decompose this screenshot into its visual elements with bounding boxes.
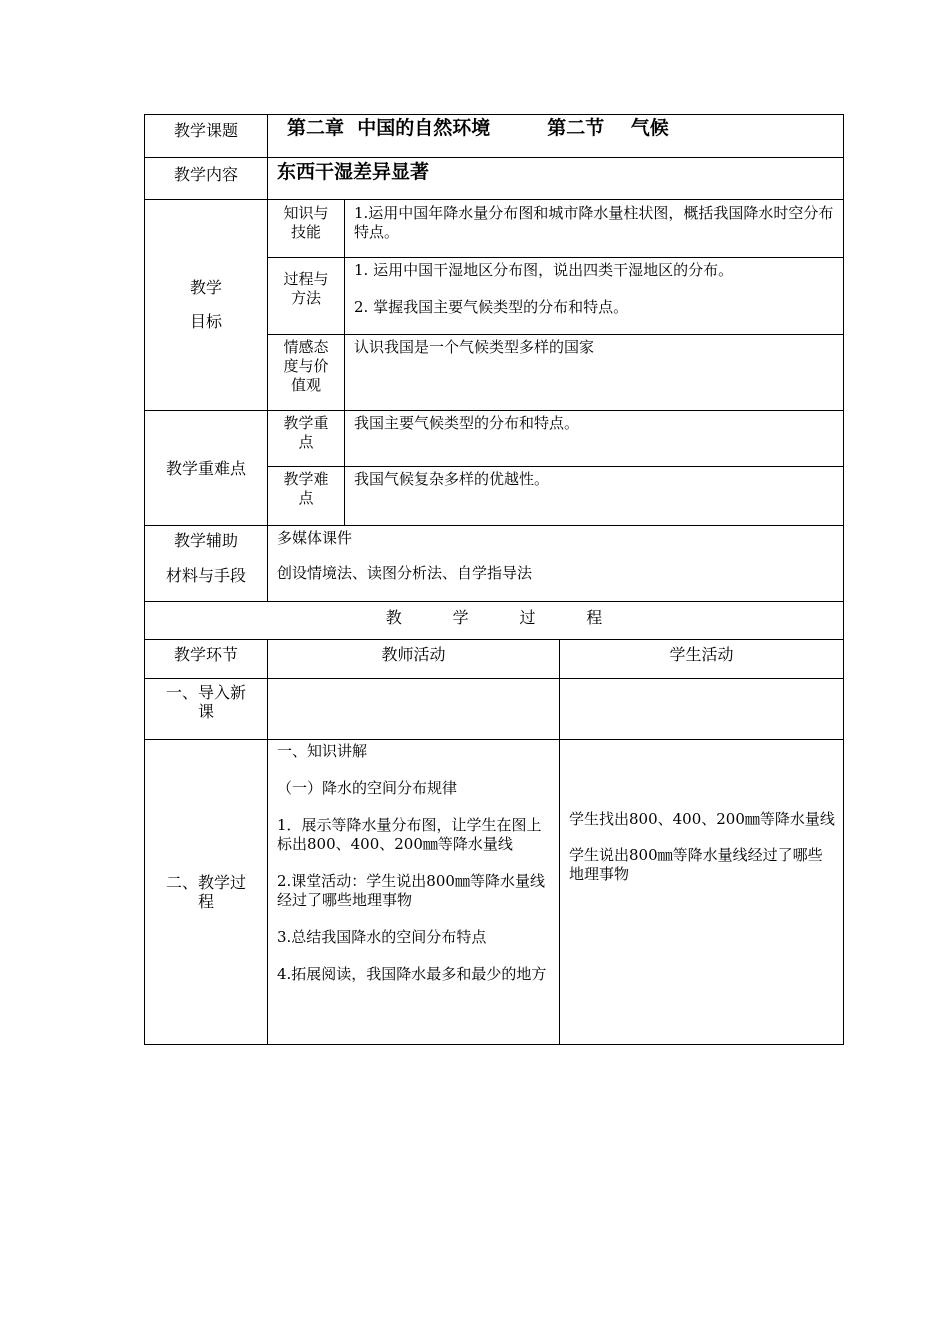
stage-name-line: 二、教学过 — [165, 873, 246, 892]
objective-row-knowledge — [145, 200, 844, 258]
teacher-activity: 1．展示等降水量分布图，让学生在图上标出800、400、200㎜等降水量线 — [277, 816, 542, 853]
objective-content-knowledge — [345, 200, 844, 258]
content-value: 东西干湿差异显著 — [277, 161, 430, 183]
stage2-student — [560, 740, 844, 1045]
stage-name-line: 课 — [197, 702, 214, 721]
objective-item: 1. 运用中国干湿地区分布图，说出四类干湿地区的分布。 — [354, 261, 734, 279]
column-header-teacher: 教师活动 — [268, 640, 560, 679]
content-row — [145, 158, 844, 200]
material-item: 创设情境法、读图分析法、自学指导法 — [277, 564, 533, 582]
category-line: 知识与 — [283, 204, 329, 222]
stage-name-line: 程 — [197, 892, 214, 911]
objectives-label-line1: 教学 — [189, 278, 222, 297]
objective-content-process — [345, 258, 844, 335]
category-line: 点 — [298, 489, 314, 507]
content-label: 教学内容 — [145, 158, 268, 200]
process-heading-row — [145, 602, 844, 640]
column-header-stage: 教学环节 — [145, 640, 268, 679]
stage2-row — [145, 740, 844, 1045]
material-item: 多媒体课件 — [277, 529, 353, 547]
objectives-label-line2: 目标 — [189, 312, 222, 331]
category-line: 情感态 — [283, 338, 329, 356]
key-point-value: 我国主要气候类型的分布和特点。 — [345, 411, 844, 467]
stage1-teacher — [268, 679, 560, 740]
objective-item: 2. 掌握我国主要气候类型的分布和特点。 — [354, 298, 629, 316]
teacher-activity: 一、知识讲解 — [277, 742, 368, 760]
teacher-activity: （一）降水的空间分布规律 — [277, 779, 458, 797]
student-activity: 学生说出800㎜等降水量线经过了哪些地理事物 — [569, 846, 823, 883]
category-line: 方法 — [290, 289, 321, 307]
stage-name-line: 一、导入新 — [165, 683, 246, 702]
category-line: 值观 — [290, 376, 321, 394]
difficult-point-value: 我国气候复杂多样的优越性。 — [345, 467, 844, 526]
stage2-name — [145, 740, 268, 1045]
materials-content — [268, 526, 844, 602]
lesson-plan-table — [144, 114, 844, 1045]
section-title: 第二节 气候 — [547, 117, 669, 139]
objective-category-process — [268, 258, 345, 335]
teacher-activity: 4.拓展阅读，我国降水最多和最少的地方 — [277, 965, 547, 983]
materials-label-line2: 材料与手段 — [165, 566, 246, 585]
objective-item: 认识我国是一个气候类型多样的国家 — [354, 338, 595, 356]
column-header-student: 学生活动 — [560, 640, 844, 679]
key-points-label: 教学重难点 — [145, 411, 268, 526]
course-title — [268, 115, 844, 158]
objectives-label — [145, 200, 268, 411]
category-line: 度与价 — [283, 357, 329, 375]
student-activity: 学生找出800、400、200㎜等降水量线 — [569, 810, 835, 828]
content-cell — [268, 158, 844, 200]
stage1-student — [560, 679, 844, 740]
chapter-title: 第二章 中国的自然环境 — [287, 117, 491, 139]
materials-label-line1: 教学辅助 — [173, 531, 238, 550]
materials-label — [145, 526, 268, 602]
stage1-row — [145, 679, 844, 740]
objective-category-attitude — [268, 335, 345, 411]
objective-item: 1.运用中国年降水量分布图和城市降水量柱状图，概括我国降水时空分布特点。 — [354, 204, 834, 241]
category-line: 点 — [298, 433, 314, 451]
course-label: 教学课题 — [145, 115, 268, 158]
key-point-row — [145, 411, 844, 467]
process-heading: 教 学 过 程 — [145, 602, 844, 640]
category-line: 过程与 — [283, 270, 329, 288]
process-header-row — [145, 640, 844, 679]
materials-row — [145, 526, 844, 602]
stage2-teacher — [268, 740, 560, 1045]
key-point-category — [268, 411, 345, 467]
teacher-activity: 3.总结我国降水的空间分布特点 — [277, 928, 487, 946]
category-line: 技能 — [290, 223, 321, 241]
teacher-activity: 2.课堂活动：学生说出800㎜等降水量线经过了哪些地理事物 — [277, 872, 545, 909]
stage1-name — [145, 679, 268, 740]
category-line: 教学难 — [283, 470, 329, 488]
objective-content-attitude — [345, 335, 844, 411]
objective-category-knowledge — [268, 200, 345, 258]
category-line: 教学重 — [283, 414, 329, 432]
difficult-point-category — [268, 467, 345, 526]
course-row — [145, 115, 844, 158]
